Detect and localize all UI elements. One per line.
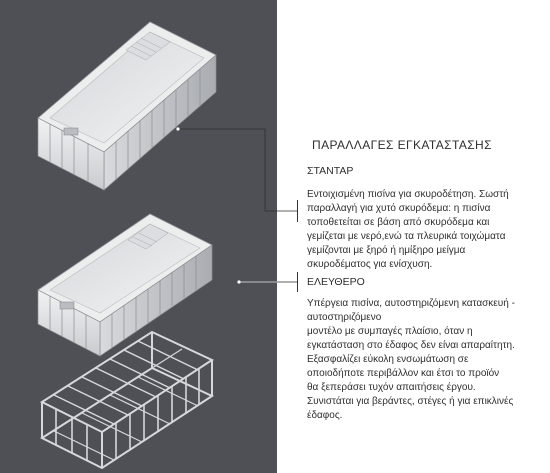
- standard-bracket: [297, 200, 298, 222]
- option-freestanding-description: Υπέργεια πισίνα, αυτοστηριζόμενη κατασκευή - αυτοστηριζόμενο μοντέλο με συμπαγές πλαίσιο, όταν η εγκατάσταση στο έδαφος δεν είναι απαραίτητη. Εξασφαλίζει εύκολη ενσωμάτωση σε οποιοδήποτε περιβάλλον και έτσι το προϊόν θα ξεπεράσει τυχόν απαιτήσεις έργου. Συνιστάται για βεράντες, στέγες ή για επικλινές έδαφος.: [307, 298, 515, 421]
- leader-line-standard: [176, 127, 298, 211]
- pool-freestanding-illustration: [38, 214, 212, 356]
- pool-standard-illustration: [38, 22, 216, 190]
- option-freestanding-title: ΕΛΕΥΘΕΡΟ: [307, 276, 365, 288]
- option-standard-description: Εντοιχισμένη πισίνα για σκυροδέτηση. Σωστή παραλλαγή για χυτό σκυρόδεμα: η πισίνα τοποθετείται σε βάση από σκυρόδεμα και γεμίζεται με νερό,ενώ τα πλευρικά τοιχώματα γεμίζονται με ξηρό ή ημίξηρο μείγμα σκυροδέματος για ενίσχυση.: [307, 189, 509, 270]
- page-title: ΠΑΡΑΛΛΑΓΕΣ ΕΓΚΑΤΑΣΤΑΣΗΣ: [312, 138, 492, 152]
- option-standard-title: ΣΤΑΝΤΑΡ: [307, 165, 354, 177]
- freestanding-bracket: [297, 272, 298, 292]
- leader-line-freestanding: [237, 280, 298, 283]
